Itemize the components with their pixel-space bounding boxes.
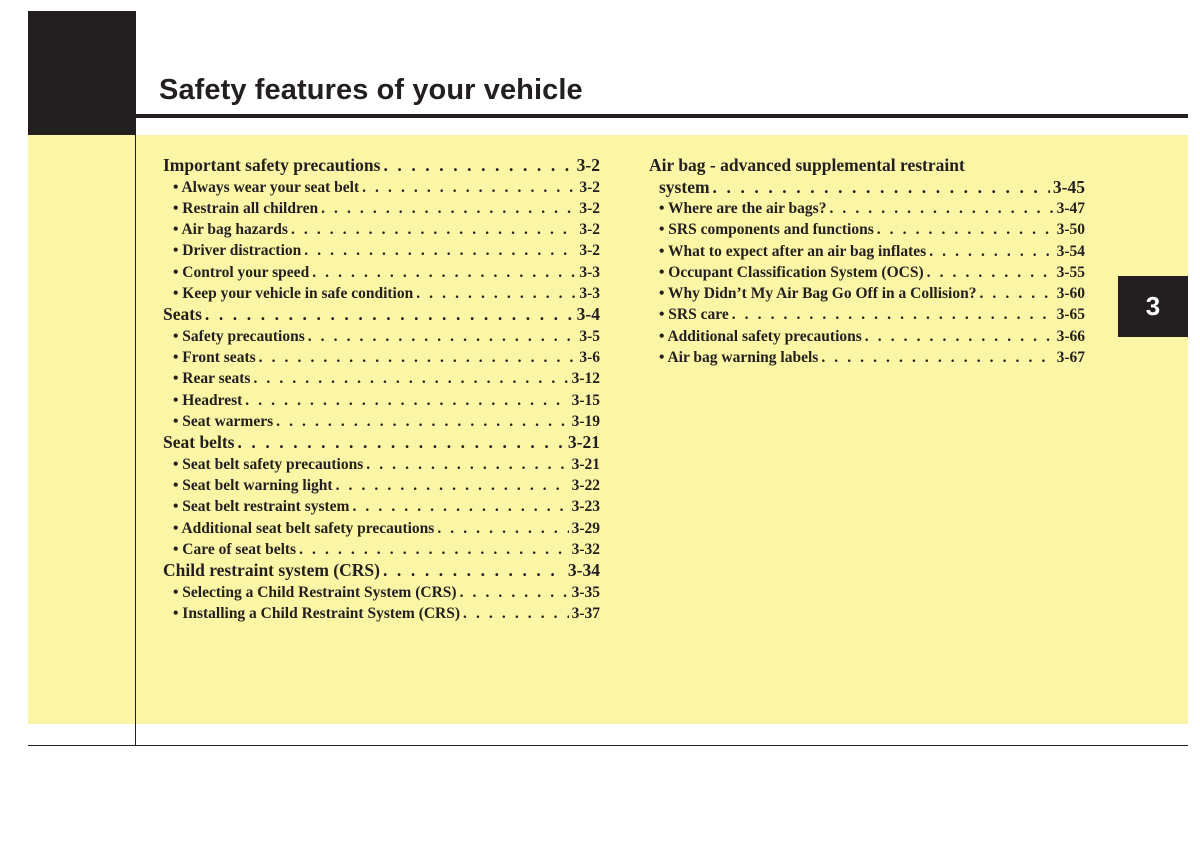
toc-entry-text: • Installing a Child Restraint System (CRS) (173, 605, 461, 623)
toc-entry-text: • Additional safety precautions (659, 327, 862, 345)
toc-entry-page: 3-60 (1056, 285, 1085, 303)
dot-leader (336, 475, 569, 496)
toc-entry-text: • Always wear your seat belt (173, 178, 360, 196)
toc-entry-page: 3-4 (576, 304, 600, 325)
dot-leader (865, 326, 1054, 347)
toc-entry-sub[interactable] (163, 518, 600, 539)
toc-entry-text: Seats (163, 304, 202, 325)
toc-entry-page: 3-54 (1056, 242, 1085, 260)
toc-entry-main[interactable] (163, 155, 600, 177)
toc-entry-sub[interactable] (163, 603, 600, 624)
toc-entry-text: • Seat belt safety precautions (173, 455, 364, 473)
toc-entry-sub[interactable] (163, 219, 600, 240)
toc-entry-page: 3-66 (1056, 327, 1085, 345)
toc-entry-text: • Control your speed (173, 263, 310, 281)
margin-divider (135, 135, 136, 746)
toc-entry-page: 3-45 (1052, 176, 1085, 197)
dot-leader (383, 560, 565, 582)
toc-entry-text: system (659, 176, 710, 197)
toc-column-left (163, 155, 600, 624)
title-rule (136, 114, 1188, 118)
dot-leader (713, 177, 1050, 199)
toc-entry-sub[interactable] (163, 454, 600, 475)
toc-entry-sub[interactable] (163, 347, 600, 368)
toc-entry-sub[interactable] (649, 262, 1085, 283)
toc-entry-sub[interactable] (163, 240, 600, 261)
toc-entry-page: 3-34 (567, 560, 600, 581)
toc-entry-sub[interactable] (649, 283, 1085, 304)
toc-entry-sub[interactable] (649, 219, 1085, 240)
toc-entry-text: • Air bag hazards (173, 221, 288, 239)
toc-entry-sub[interactable] (163, 198, 600, 219)
dot-leader (276, 411, 568, 432)
toc-entry-page: 3-6 (579, 349, 600, 367)
toc-entry-text: • Keep your vehicle in safe condition (173, 284, 414, 302)
toc-entry-page: 3-32 (571, 540, 600, 558)
toc-entry-page: 3-2 (579, 221, 600, 239)
toc-entry-text: • SRS components and functions (659, 221, 874, 239)
toc-entry-text: • Why Didn’t My Air Bag Go Off in a Collision? (659, 285, 977, 303)
toc-entry-page: 3-2 (576, 155, 600, 175)
toc-entry-text: • Where are the air bags? (659, 200, 827, 217)
toc-entry-text: • Additional seat belt safety precautions (173, 519, 435, 537)
toc-entry-page: 3-5 (579, 327, 600, 345)
page-title: Safety features of your vehicle (159, 74, 583, 106)
toc-entry-page: 3-3 (579, 284, 600, 302)
chapter-corner-block (28, 11, 136, 135)
dot-leader (821, 347, 1053, 368)
dot-leader (304, 240, 576, 261)
toc-entry-page: 3-22 (571, 477, 600, 495)
toc-entry-sub[interactable] (649, 347, 1085, 368)
toc-entry-sub[interactable] (163, 262, 600, 283)
toc-entry-page: 3-29 (571, 519, 600, 537)
toc-entry-page: 3-2 (579, 242, 600, 260)
toc-entry-text: • Rear seats (173, 370, 251, 388)
toc-entry-text: • Seat belt restraint system (173, 498, 350, 516)
toc-entry-page: 3-50 (1056, 221, 1085, 239)
dot-leader (308, 326, 577, 347)
dot-leader (877, 219, 1054, 240)
toc-entry-page: 3-37 (571, 605, 600, 623)
toc-entry-main[interactable] (649, 177, 1085, 199)
toc-entry-sub[interactable] (163, 539, 600, 560)
toc-entry-text: • Selecting a Child Restraint System (CRS) (173, 583, 457, 601)
dot-leader (245, 390, 568, 411)
toc-entry-sub[interactable] (163, 368, 600, 389)
dot-leader (362, 177, 576, 198)
toc-entry-page: 3-67 (1056, 349, 1085, 367)
toc-entry-text: • Headrest (173, 391, 243, 409)
dot-leader (259, 347, 577, 368)
dot-leader (321, 198, 576, 219)
toc-entry-text: • Air bag warning labels (659, 349, 819, 367)
toc-entry-page: 3-65 (1056, 306, 1085, 324)
toc-entry-text: • Seat warmers (173, 412, 274, 430)
toc-entry-text: • SRS care (659, 306, 729, 324)
toc-entry-sub[interactable] (163, 283, 600, 304)
toc-entry-text: • Restrain all children (173, 199, 319, 217)
toc-entry-sub[interactable] (649, 304, 1085, 325)
bottom-rule (28, 745, 1188, 746)
toc-entry-page: 3-23 (571, 498, 600, 516)
toc-entry-page: 3-15 (571, 391, 600, 409)
toc-heading-airbag[interactable]: Air bag - advanced supplemental restraint (649, 155, 965, 175)
toc-entry-page: 3-19 (571, 412, 600, 430)
dot-leader (437, 518, 568, 539)
chapter-tab[interactable]: 3 (1118, 276, 1188, 337)
toc-entry-page: 3-2 (579, 199, 600, 217)
toc-entry-text: Important safety precautions (163, 155, 381, 175)
toc-entry-text: • Seat belt warning light (173, 477, 333, 495)
toc-entry-sub[interactable] (163, 390, 600, 411)
dot-leader (929, 241, 1053, 262)
toc-entry-main[interactable] (163, 304, 600, 326)
toc-entry-page: 3-21 (567, 432, 600, 453)
toc-entry-sub[interactable] (649, 198, 1085, 219)
toc-entry-sub[interactable] (163, 177, 600, 198)
dot-leader (299, 539, 568, 560)
dot-leader (366, 454, 568, 475)
toc-entry-text: • Driver distraction (173, 242, 302, 260)
toc-entry-page: 3-21 (571, 455, 600, 473)
dot-leader (253, 368, 568, 389)
toc-entry-sub[interactable] (163, 496, 600, 517)
dot-leader (237, 432, 564, 454)
toc-entry-sub[interactable] (163, 326, 600, 347)
toc-entry-text: • Care of seat belts (173, 540, 297, 558)
toc-entry-page: 3-47 (1056, 200, 1085, 217)
toc-entry-main[interactable] (163, 432, 600, 454)
dot-leader (205, 304, 574, 326)
dot-leader (979, 283, 1053, 304)
toc-entry-page: 3-3 (579, 263, 600, 281)
toc-entry-text: Seat belts (163, 432, 235, 453)
dot-leader (463, 603, 569, 624)
toc-entry-text: • Occupant Classification System (OCS) (659, 263, 924, 281)
toc-entry-text: Child restraint system (CRS) (163, 560, 380, 581)
toc-entry-sub[interactable] (163, 582, 600, 603)
toc-column-right (649, 155, 1085, 368)
toc-entry-sub[interactable] (649, 241, 1085, 262)
toc-entry-sub[interactable] (649, 326, 1085, 347)
toc-entry-sub[interactable] (163, 475, 600, 496)
dot-leader (829, 198, 1053, 219)
dot-leader (352, 496, 568, 517)
toc-entry-page: 3-35 (571, 583, 600, 601)
dot-leader (383, 155, 573, 177)
toc-entry-text: • What to expect after an air bag inflates (659, 242, 927, 260)
dot-leader (312, 262, 576, 283)
dot-leader (732, 304, 1054, 325)
toc-entry-page: 3-55 (1056, 263, 1085, 281)
dot-leader (291, 219, 576, 240)
toc-entry-sub[interactable] (163, 411, 600, 432)
dot-leader (460, 582, 569, 603)
toc-entry-text: • Safety precautions (173, 327, 305, 345)
dot-leader (927, 262, 1054, 283)
toc-entry-main[interactable] (163, 560, 600, 582)
dot-leader (416, 283, 576, 304)
toc-entry-page: 3-2 (579, 178, 600, 196)
toc-entry-page: 3-12 (571, 370, 600, 388)
toc-entry-text: • Front seats (173, 349, 256, 367)
